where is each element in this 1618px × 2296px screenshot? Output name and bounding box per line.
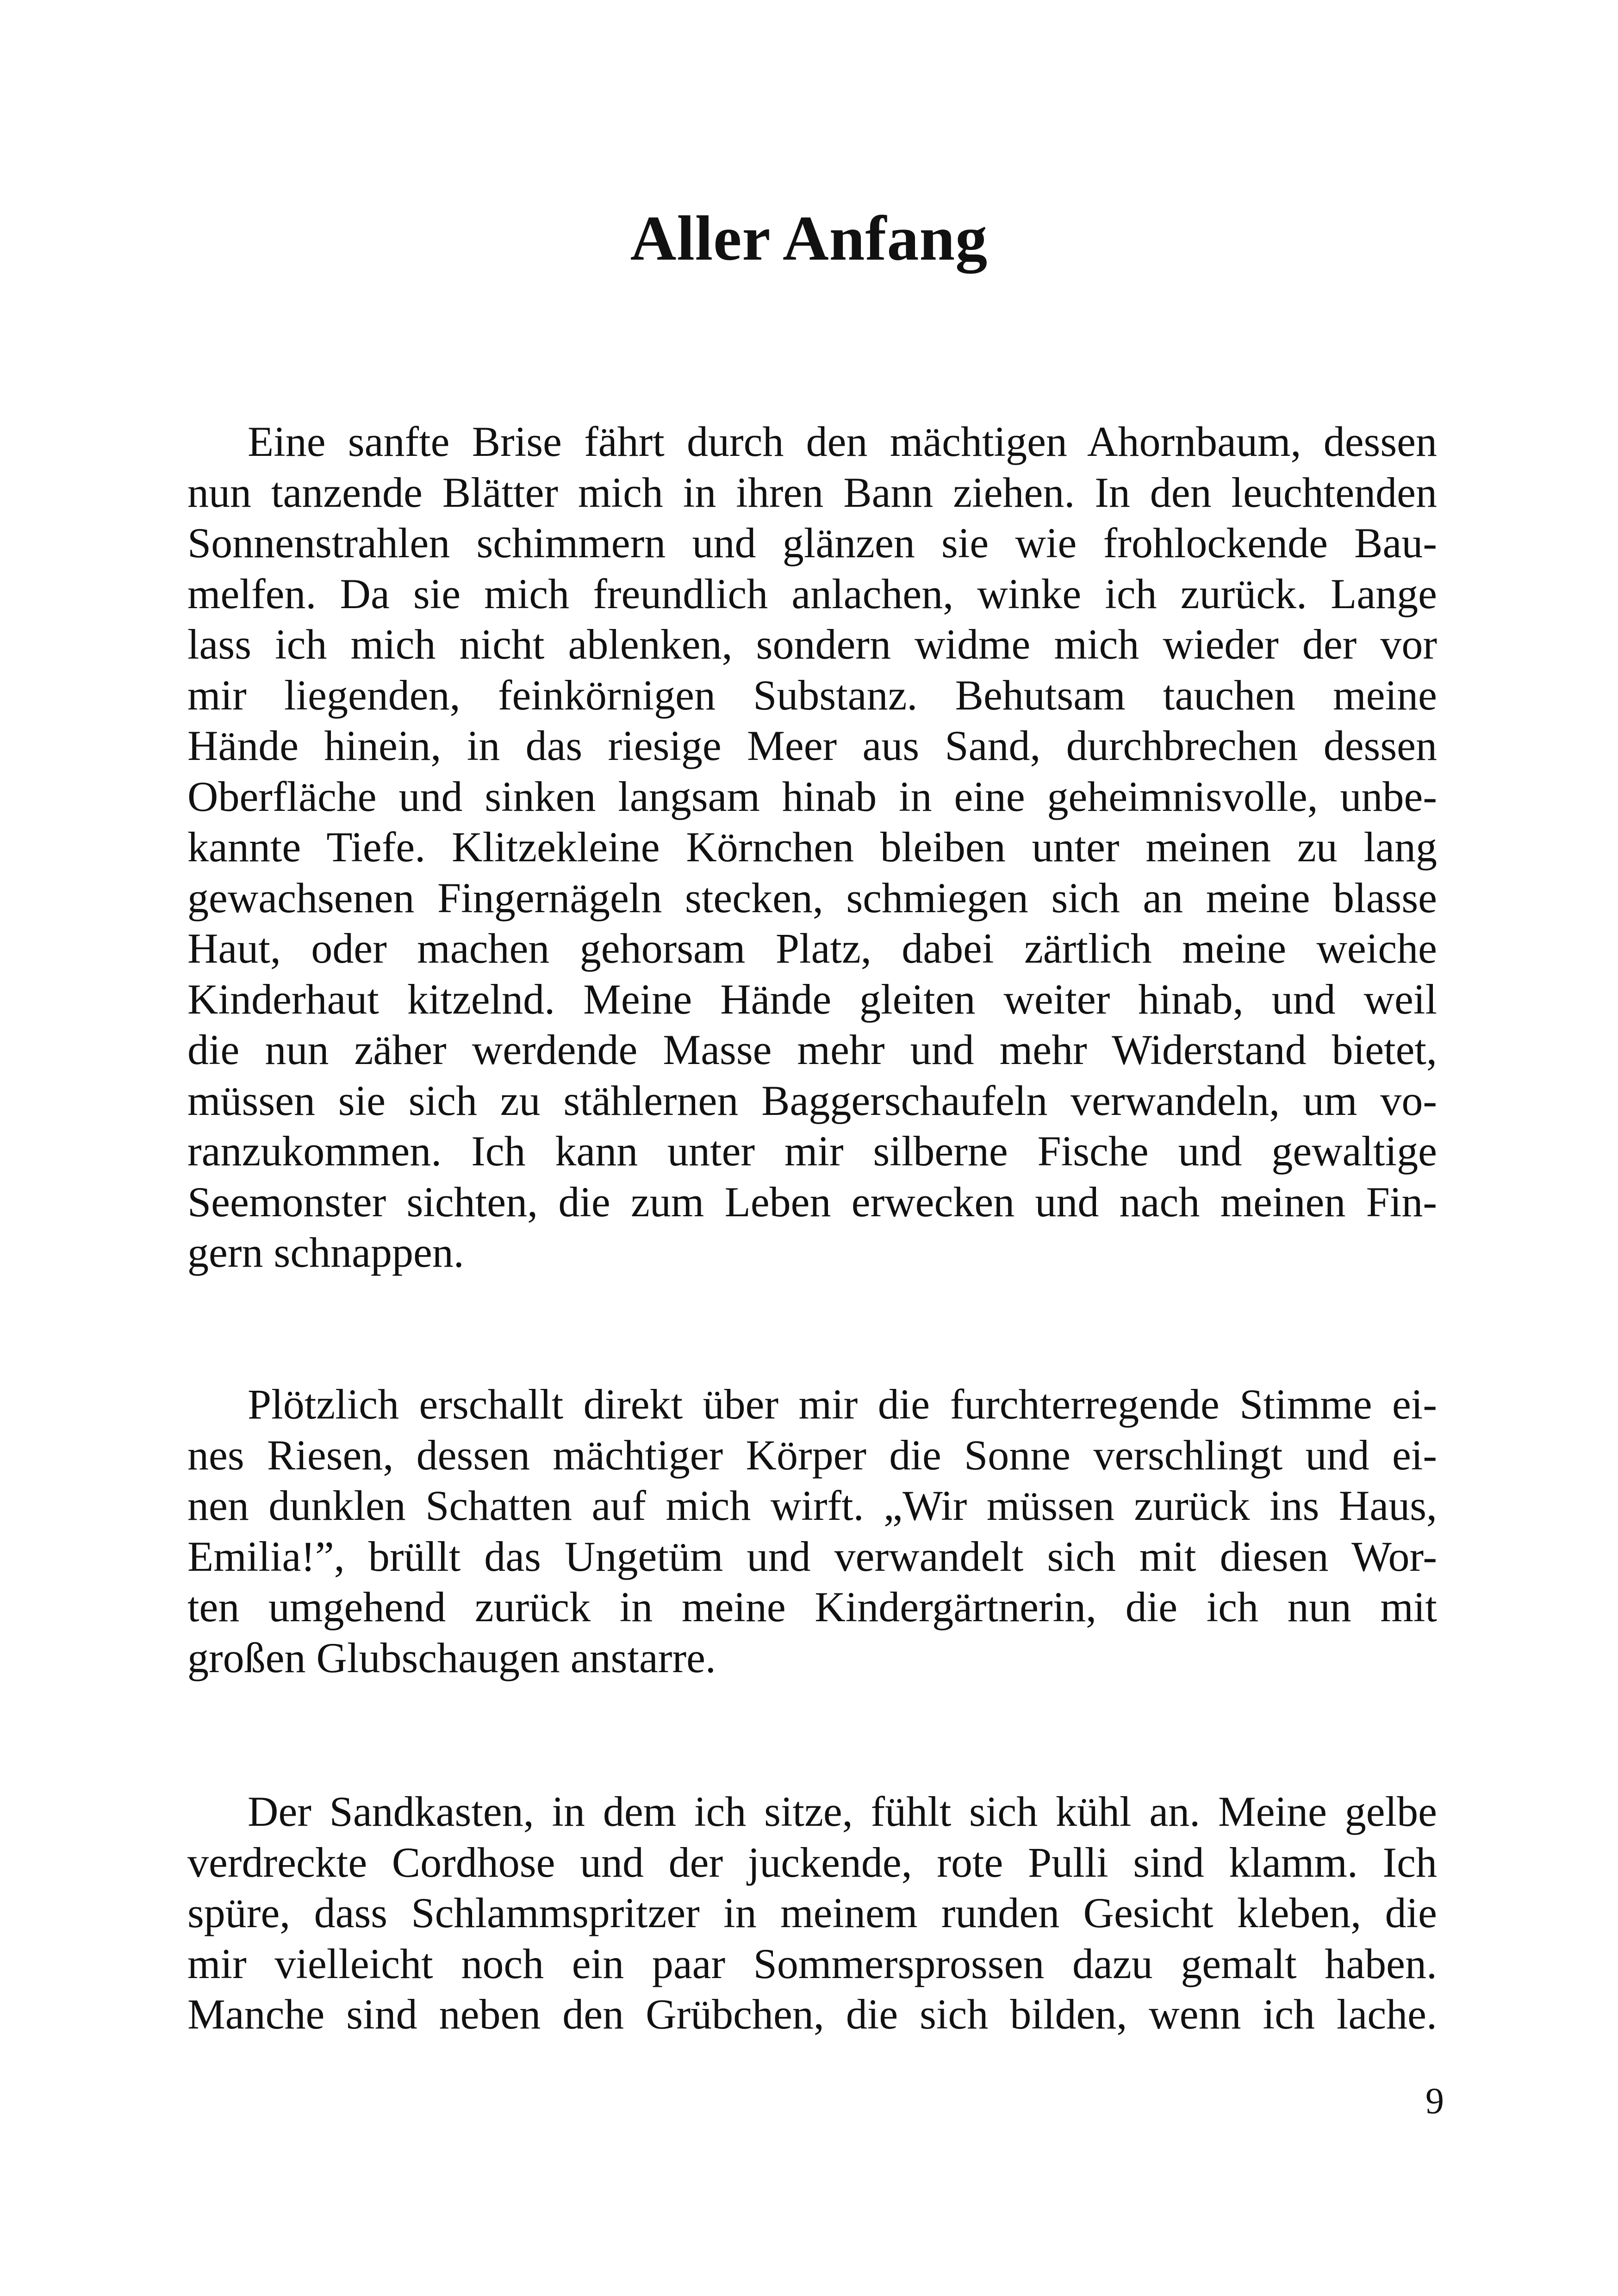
paragraph-text <box>187 1786 1437 2040</box>
text-line: gern schnappen. <box>187 1229 464 1276</box>
text-line: ranzukommen. Ich kann unter mir silberne Fische und gewaltige <box>187 1127 1437 1175</box>
text-line: nen dunklen Schatten auf mich wirft. „Wir müssen zurück ins Haus, <box>187 1482 1437 1529</box>
text-line: Seemonster sichten, die zum Leben erwecken und nach meinen Fin- <box>187 1178 1437 1226</box>
text-line: Eine sanfte Brise fährt durch den mächtigen Ahornbaum, dessen <box>248 418 1437 465</box>
text-line: die nun zäher werdende Masse mehr und mehr Widerstand bietet, <box>187 1026 1437 1073</box>
text-line: ten umgehend zurück in meine Kindergärtnerin, die ich nun mit <box>187 1583 1437 1630</box>
text-line: nun tanzende Blätter mich in ihren Bann ziehen. In den leuchtenden <box>187 468 1437 516</box>
paragraph-1 <box>187 417 1437 1278</box>
text-line: lass ich mich nicht ablenken, sondern widme mich wieder der vor <box>187 621 1437 668</box>
text-line: Der Sandkasten, in dem ich sitze, fühlt sich kühl an. Meine gelbe <box>248 1788 1437 1835</box>
text-line: nes Riesen, dessen mächtiger Körper die Sonne verschlingt und ei- <box>187 1431 1437 1479</box>
text-line: Plötzlich erschallt direkt über mir die furchterregende Stimme ei- <box>248 1381 1437 1428</box>
text-line: kannte Tiefe. Klitzekleine Körnchen bleiben unter meinen zu lang <box>187 823 1437 871</box>
text-line: mir vielleicht noch ein paar Sommersprossen dazu gemalt haben. <box>187 1940 1437 1987</box>
text-line: müssen sie sich zu stählernen Baggerschaufeln verwandeln, um vo- <box>187 1076 1437 1124</box>
text-line: Emilia!”, brüllt das Ungetüm und verwandelt sich mit diesen Wor- <box>187 1532 1437 1580</box>
page-number: 9 <box>1425 2081 1444 2122</box>
text-line: Hände hinein, in das riesige Meer aus Sand, durchbrechen dessen <box>187 722 1437 769</box>
paragraph-text <box>187 417 1437 1278</box>
text-line: spüre, dass Schlammspritzer in meinem runden Gesicht kleben, die <box>187 1889 1437 1936</box>
paragraph-3 <box>187 1786 1437 2040</box>
text-line: Oberfläche und sinken langsam hinab in eine geheimnisvolle, unbe- <box>187 772 1437 820</box>
text-line: Kinderhaut kitzelnd. Meine Hände gleiten weiter hinab, und weil <box>187 975 1437 1023</box>
paragraph-text <box>187 1379 1437 1683</box>
text-line: Sonnenstrahlen schimmern und glänzen sie wie frohlockende Bau- <box>187 519 1437 566</box>
text-line: verdreckte Cordhose und der juckende, rote Pulli sind klamm. Ich <box>187 1838 1437 1886</box>
paragraph-2 <box>187 1379 1437 1683</box>
text-line: Manche sind neben den Grübchen, die sich bilden, wenn ich lache. <box>187 1991 1437 2038</box>
text-line: großen Glubschaugen anstarre. <box>187 1634 716 1681</box>
text-line: melfen. Da sie mich freundlich anlachen, winke ich zurück. Lange <box>187 570 1437 617</box>
text-line: Haut, oder machen gehorsam Platz, dabei zärtlich meine weiche <box>187 925 1437 972</box>
text-line: mir liegenden, feinkörnigen Substanz. Behutsam tauchen meine <box>187 671 1437 719</box>
text-line: gewachsenen Fingernägeln stecken, schmiegen sich an meine blasse <box>187 874 1437 921</box>
chapter-title: Aller Anfang <box>630 203 988 274</box>
